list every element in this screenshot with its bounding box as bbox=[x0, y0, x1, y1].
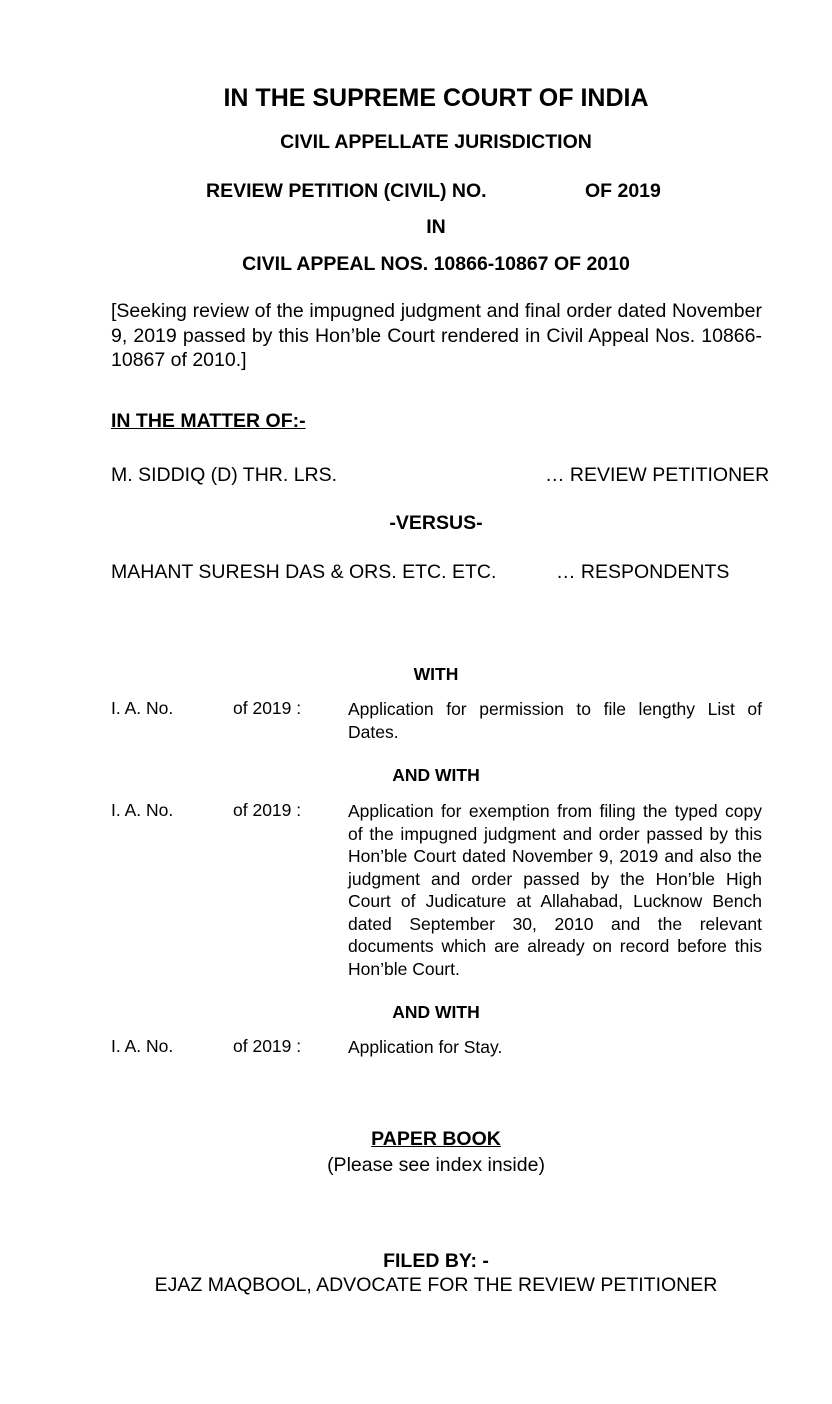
ia-year: of 2019 : bbox=[233, 698, 302, 718]
civil-appeal-heading: CIVIL APPEAL NOS. 10866-10867 OF 2010 bbox=[242, 253, 630, 275]
petitioner-name: M. SIDDIQ (D) THR. LRS. bbox=[111, 464, 338, 486]
ia-year: of 2019 : bbox=[233, 800, 302, 820]
jurisdiction-heading: CIVIL APPELLATE JURISDICTION bbox=[280, 131, 592, 153]
index-note: (Please see index inside) bbox=[327, 1154, 545, 1176]
matter-heading: IN THE MATTER OF:- bbox=[111, 410, 306, 432]
review-description: [Seeking review of the impugned judgment and final order dated November 9, 2019 passed by this Hon’ble Court rendered in Civil Appeal Nos. 10866-10867 of 2010.] bbox=[111, 300, 762, 371]
ia-year: of 2019 : bbox=[233, 1036, 302, 1056]
advocate-name: EJAZ MAQBOOL, ADVOCATE FOR THE REVIEW PETITIONER bbox=[154, 1274, 718, 1296]
ia-description: Application for permission to file lengthy List of Dates. bbox=[348, 699, 762, 742]
and-with-label: AND WITH bbox=[392, 765, 480, 785]
ia-number: I. A. No. bbox=[111, 800, 174, 820]
respondent-name: MAHANT SURESH DAS & ORS. ETC. ETC. bbox=[111, 561, 497, 583]
in-label: IN bbox=[426, 216, 446, 238]
ia-number: I. A. No. bbox=[111, 1036, 174, 1056]
ia-description: Application for Stay. bbox=[348, 1037, 503, 1057]
versus-label: -VERSUS- bbox=[389, 512, 483, 534]
paper-book-heading: PAPER BOOK bbox=[371, 1128, 501, 1150]
court-title: IN THE SUPREME COURT OF INDIA bbox=[223, 84, 649, 112]
respondent-role: … RESPONDENTS bbox=[556, 561, 730, 583]
ia-number: I. A. No. bbox=[111, 698, 174, 718]
filed-by-label: FILED BY: - bbox=[383, 1250, 489, 1272]
ia-description: Application for exemption from filing the typed copy of the impugned judgment and order passed by this Hon’ble Court dated November 9, 2019 and also the judgment and order passed by the Hon’ble High Court of Judicature at Allahabad, Lucknow Bench dated September 30, 2010 and the relevant documents which are already on record before this Hon’ble Court. bbox=[348, 801, 762, 979]
review-petition-year: OF 2019 bbox=[585, 180, 661, 202]
petitioner-role: … REVIEW PETITIONER bbox=[545, 464, 770, 486]
with-label: WITH bbox=[413, 664, 459, 684]
review-petition-label: REVIEW PETITION (CIVIL) NO. bbox=[206, 180, 487, 202]
and-with-label: AND WITH bbox=[392, 1002, 480, 1022]
